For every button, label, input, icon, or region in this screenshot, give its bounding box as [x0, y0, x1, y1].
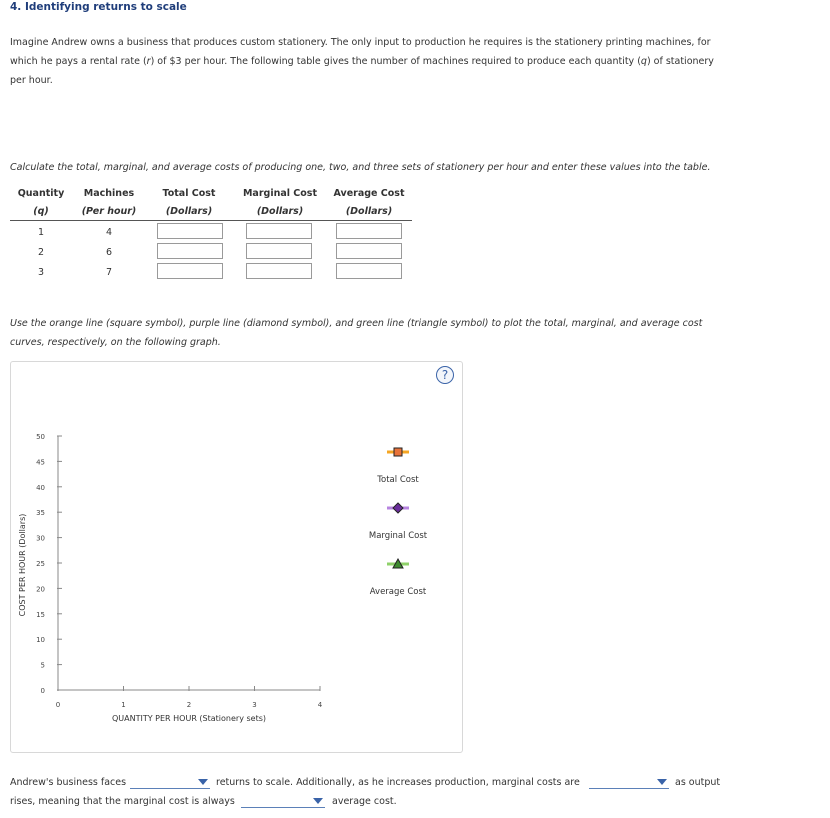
intro-line-2: which he pays a rental rate (r) of $3 per hour. The following table gives the number of machines required to produce each quantity (q) of stationery	[10, 56, 714, 67]
y-tick-label: 30	[36, 534, 45, 543]
x-tick-label: 3	[252, 701, 257, 709]
y-tick-label: 40	[36, 483, 45, 492]
header-marginal-cost-sub: (Dollars)	[256, 206, 304, 217]
marginal-cost-legend-diamond-icon[interactable]	[386, 502, 410, 514]
conclusion-line-2b: average cost.	[332, 796, 397, 807]
header-marginal-cost: Marginal Cost	[242, 188, 318, 199]
table-instruction: Calculate the total, marginal, and average costs of producing one, two, and three sets of stationery per hour and enter these values into the table.	[10, 162, 711, 173]
conclusion-line-1c: as output	[675, 777, 721, 788]
y-tick-label: 0	[40, 687, 45, 695]
intro-line-1: Imagine Andrew owns a business that produces custom stationery. The only input to production he requires is the stationery printing machines, for	[10, 37, 711, 48]
chevron-down-icon	[198, 779, 208, 785]
chevron-down-icon	[313, 798, 323, 804]
total-cost-legend-square-icon[interactable]	[386, 446, 410, 458]
header-average-cost: Average Cost	[333, 188, 405, 199]
y-tick-label: 5	[40, 661, 45, 670]
conclusion-line-1b: returns to scale. Additionally, as he increases production, marginal costs are	[216, 777, 580, 788]
x-tick-label: 1	[121, 701, 126, 709]
header-quantity-sub: (q)	[33, 206, 49, 217]
y-tick-label: 20	[36, 585, 45, 594]
marginal-vs-average-dropdown[interactable]	[241, 796, 325, 808]
cell-machines: 7	[105, 267, 113, 278]
cell-quantity: 2	[37, 247, 45, 258]
y-tick-label: 45	[36, 458, 45, 467]
cell-quantity: 1	[37, 227, 45, 238]
y-axis-label: COST PER HOUR (Dollars)	[18, 513, 27, 617]
header-total-cost-sub: (Dollars)	[165, 206, 213, 217]
header-machines-sub: (Per hour)	[81, 206, 137, 217]
marginal-cost-legend-label: Marginal Cost	[368, 531, 428, 541]
average-cost-legend-label: Average Cost	[369, 587, 427, 597]
x-tick-label: 4	[317, 701, 323, 709]
header-average-cost-sub: (Dollars)	[345, 206, 393, 217]
y-tick-label: 10	[36, 636, 45, 645]
header-quantity: Quantity	[17, 188, 65, 199]
marginal-costs-dropdown[interactable]	[589, 777, 669, 789]
x-tick-label: 0	[55, 701, 61, 709]
total-cost-legend-label: Total Cost	[377, 475, 419, 485]
x-tick-label: 2	[186, 701, 192, 709]
intro-line-3: per hour.	[10, 75, 53, 86]
cell-machines: 4	[105, 227, 113, 238]
conclusion-line-1: Andrew's business faces	[10, 777, 127, 788]
y-tick-label: 15	[36, 610, 45, 619]
header-total-cost: Total Cost	[162, 188, 216, 199]
conclusion-line-2: rises, meaning that the marginal cost is always	[10, 796, 235, 807]
average-cost-legend-triangle-icon[interactable]	[386, 558, 410, 570]
cell-machines: 6	[105, 247, 113, 258]
graph-instruction-line-1: Use the orange line (square symbol), purple line (diamond symbol), and green line (triangle symbol) to plot the total, marginal, and average cost	[10, 318, 703, 329]
question-title: 4. Identifying returns to scale	[10, 1, 187, 13]
x-axis-label: QUANTITY PER HOUR (Stationery sets)	[112, 714, 266, 723]
y-tick-label: 35	[36, 509, 45, 518]
chevron-down-icon	[657, 779, 667, 785]
graph-instruction-line-2: curves, respectively, on the following graph.	[10, 337, 221, 348]
y-tick-label: 50	[36, 433, 45, 441]
cell-quantity: 3	[37, 267, 45, 278]
header-machines: Machines	[83, 188, 135, 199]
help-icon[interactable]: ?	[436, 366, 454, 384]
y-tick-label: 25	[36, 560, 45, 568]
returns-to-scale-dropdown[interactable]	[130, 777, 210, 789]
